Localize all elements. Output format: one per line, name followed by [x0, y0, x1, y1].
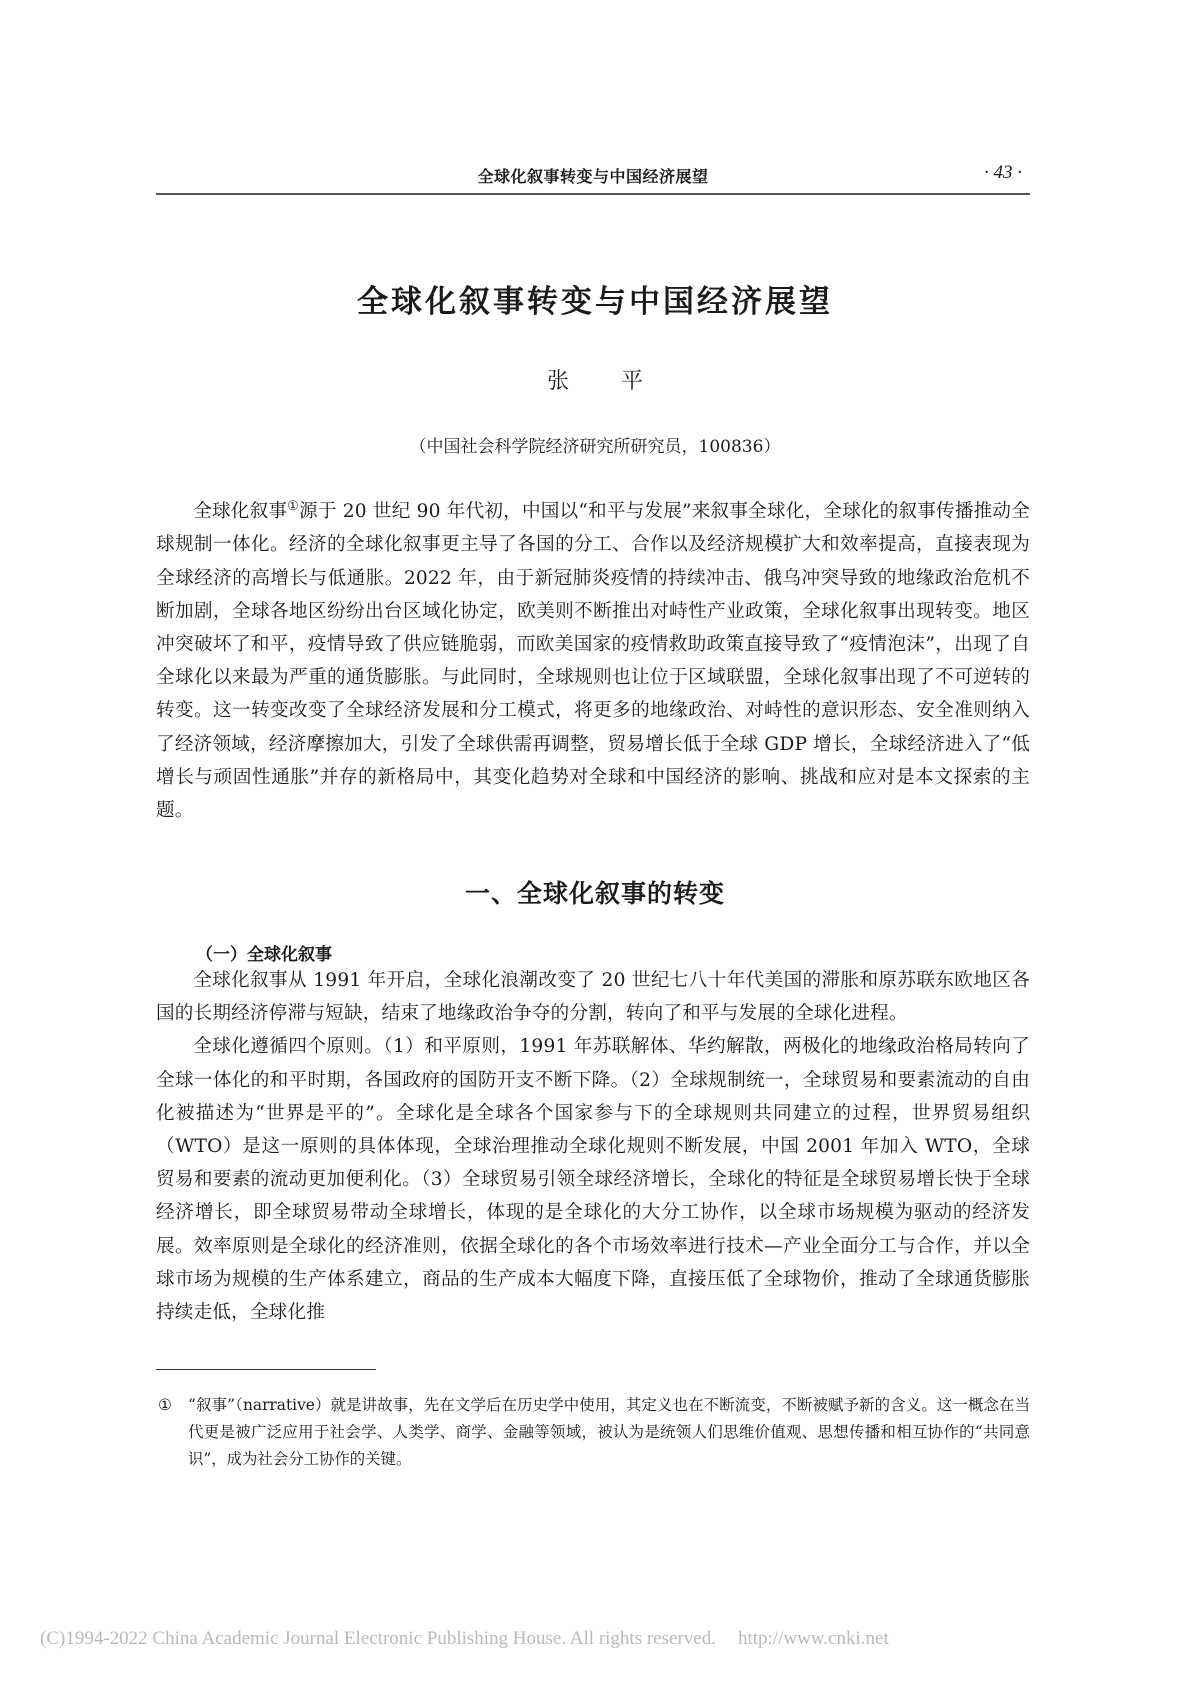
section-body: [156, 964, 1030, 1329]
subsection-heading: （一）全球化叙事: [196, 945, 332, 965]
intro-paragraph: [156, 490, 1030, 827]
intro-text: 源于 20 世纪 90 年代初，中国以“和平与发展”来叙事全球化，全球化的叙事传播推动全球规制一体化。经济的全球化叙事更主导了各国的分工、合作以及经济规模扩大和效率提高，直接表现为全球经济的高增长与低通胀。2022 年，由于新冠肺炎疫情的持续冲击、俄乌冲突导致的地缘政治危机不断加剧，全球各地区纷纷出台区域化协定，欧美则不断推出对峙性产业政策，全球化叙事出现转变。地区冲突破坏了和平，疫情导致了供应链脆弱，而欧美国家的疫情救助政策直接导致了“疫情泡沫”，出现了自全球化以来最为严重的通货膨胀。与此同时，全球规则也让位于区域联盟，全球化叙事出现了不可逆转的转变。这一转变改变了全球经济发展和分工模式，将更多的地缘政治、对峙性的意识形态、安全准则纳入了经济领域，经济摩擦加大，引发了全球供需再调整，贸易增长低于全球 GDP 增长，全球经济进入了“低增长与顽固性通胀”并存的新格局中，其变化趋势对全球和中国经济的影响、挑战和应对是本文探索的主题。: [156, 501, 1031, 821]
cnki-url[interactable]: http://www.cnki.net: [737, 1628, 889, 1649]
footnote-text: “叙事”（narrative）就是讲故事，先在文学后在历史学中使用，其定义也在不断流变，不断被赋予新的含义。这一概念在当代更是被广泛应用于社会学、人类学、商学、金融等领域，被认为是统领人们思维价值观、思想传播和相互协作的“共同意识”，成为社会分工协作的关键。: [188, 1396, 1030, 1468]
article-title: 全球化叙事转变与中国经济展望: [357, 284, 833, 320]
header-divider: [156, 193, 1030, 195]
copyright-watermark: [40, 1628, 889, 1650]
introduction: [156, 490, 1030, 827]
footnote-marker: ①: [158, 1396, 172, 1414]
footnote-divider: [156, 1369, 376, 1370]
running-header: [156, 160, 1030, 192]
intro-lead: 全球化叙事: [193, 501, 288, 523]
author-affiliation: （中国社会科学院经济研究所研究员，100836）: [409, 437, 781, 457]
body-paragraph: 全球化叙事从 1991 年开启，全球化浪潮改变了 20 世纪七八十年代美国的滞胀和原苏联东欧地区各国的长期经济停滞与短缺，结束了地缘政治争夺的分割，转向了和平与发展的全球化进程。: [156, 970, 1030, 1025]
body-paragraph: 全球化遵循四个原则。（1）和平原则，1991 年苏联解体、华约解散，两极化的地缘政治格局转向了全球一体化的和平时期，各国政府的国防开支不断下降。（2）全球规制统一，全球贸易和要素流动的自由化被描述为“世界是平的”。全球化是全球各个国家参与下的全球规则共同建立的过程，世界贸易组织（WTO）是这一原则的具体体现，全球治理推动全球化规则不断发展，中国 2001 年加入 WTO，全球贸易和要素的流动更加便利化。（3）全球贸易引领全球经济增长，全球化的特征是全球贸易增长快于全球经济增长，即全球贸易带动全球增长，体现的是全球化的大分工协作，以全球市场规模为驱动的经济发展。效率原则是全球化的经济准则，依据全球化的各个市场效率进行技术—产业全面分工与合作，并以全球市场为规模的生产体系建立，商品的生产成本大幅度下降，直接压低了全球物价，推动了全球通货膨胀持续走低，全球化推: [156, 1036, 1030, 1324]
section-heading: 一、全球化叙事的转变: [464, 879, 725, 908]
page-number: · 43 ·: [984, 162, 1022, 183]
copyright-text: (C)1994-2022 China Academic Journal Electronic Publishing House. All rights reserved.: [40, 1628, 716, 1649]
footnote-reference[interactable]: ①: [287, 499, 300, 514]
running-title: 全球化叙事转变与中国经济展望: [477, 167, 709, 186]
footnote: [156, 1392, 1030, 1473]
author-name: 张平: [546, 369, 695, 394]
